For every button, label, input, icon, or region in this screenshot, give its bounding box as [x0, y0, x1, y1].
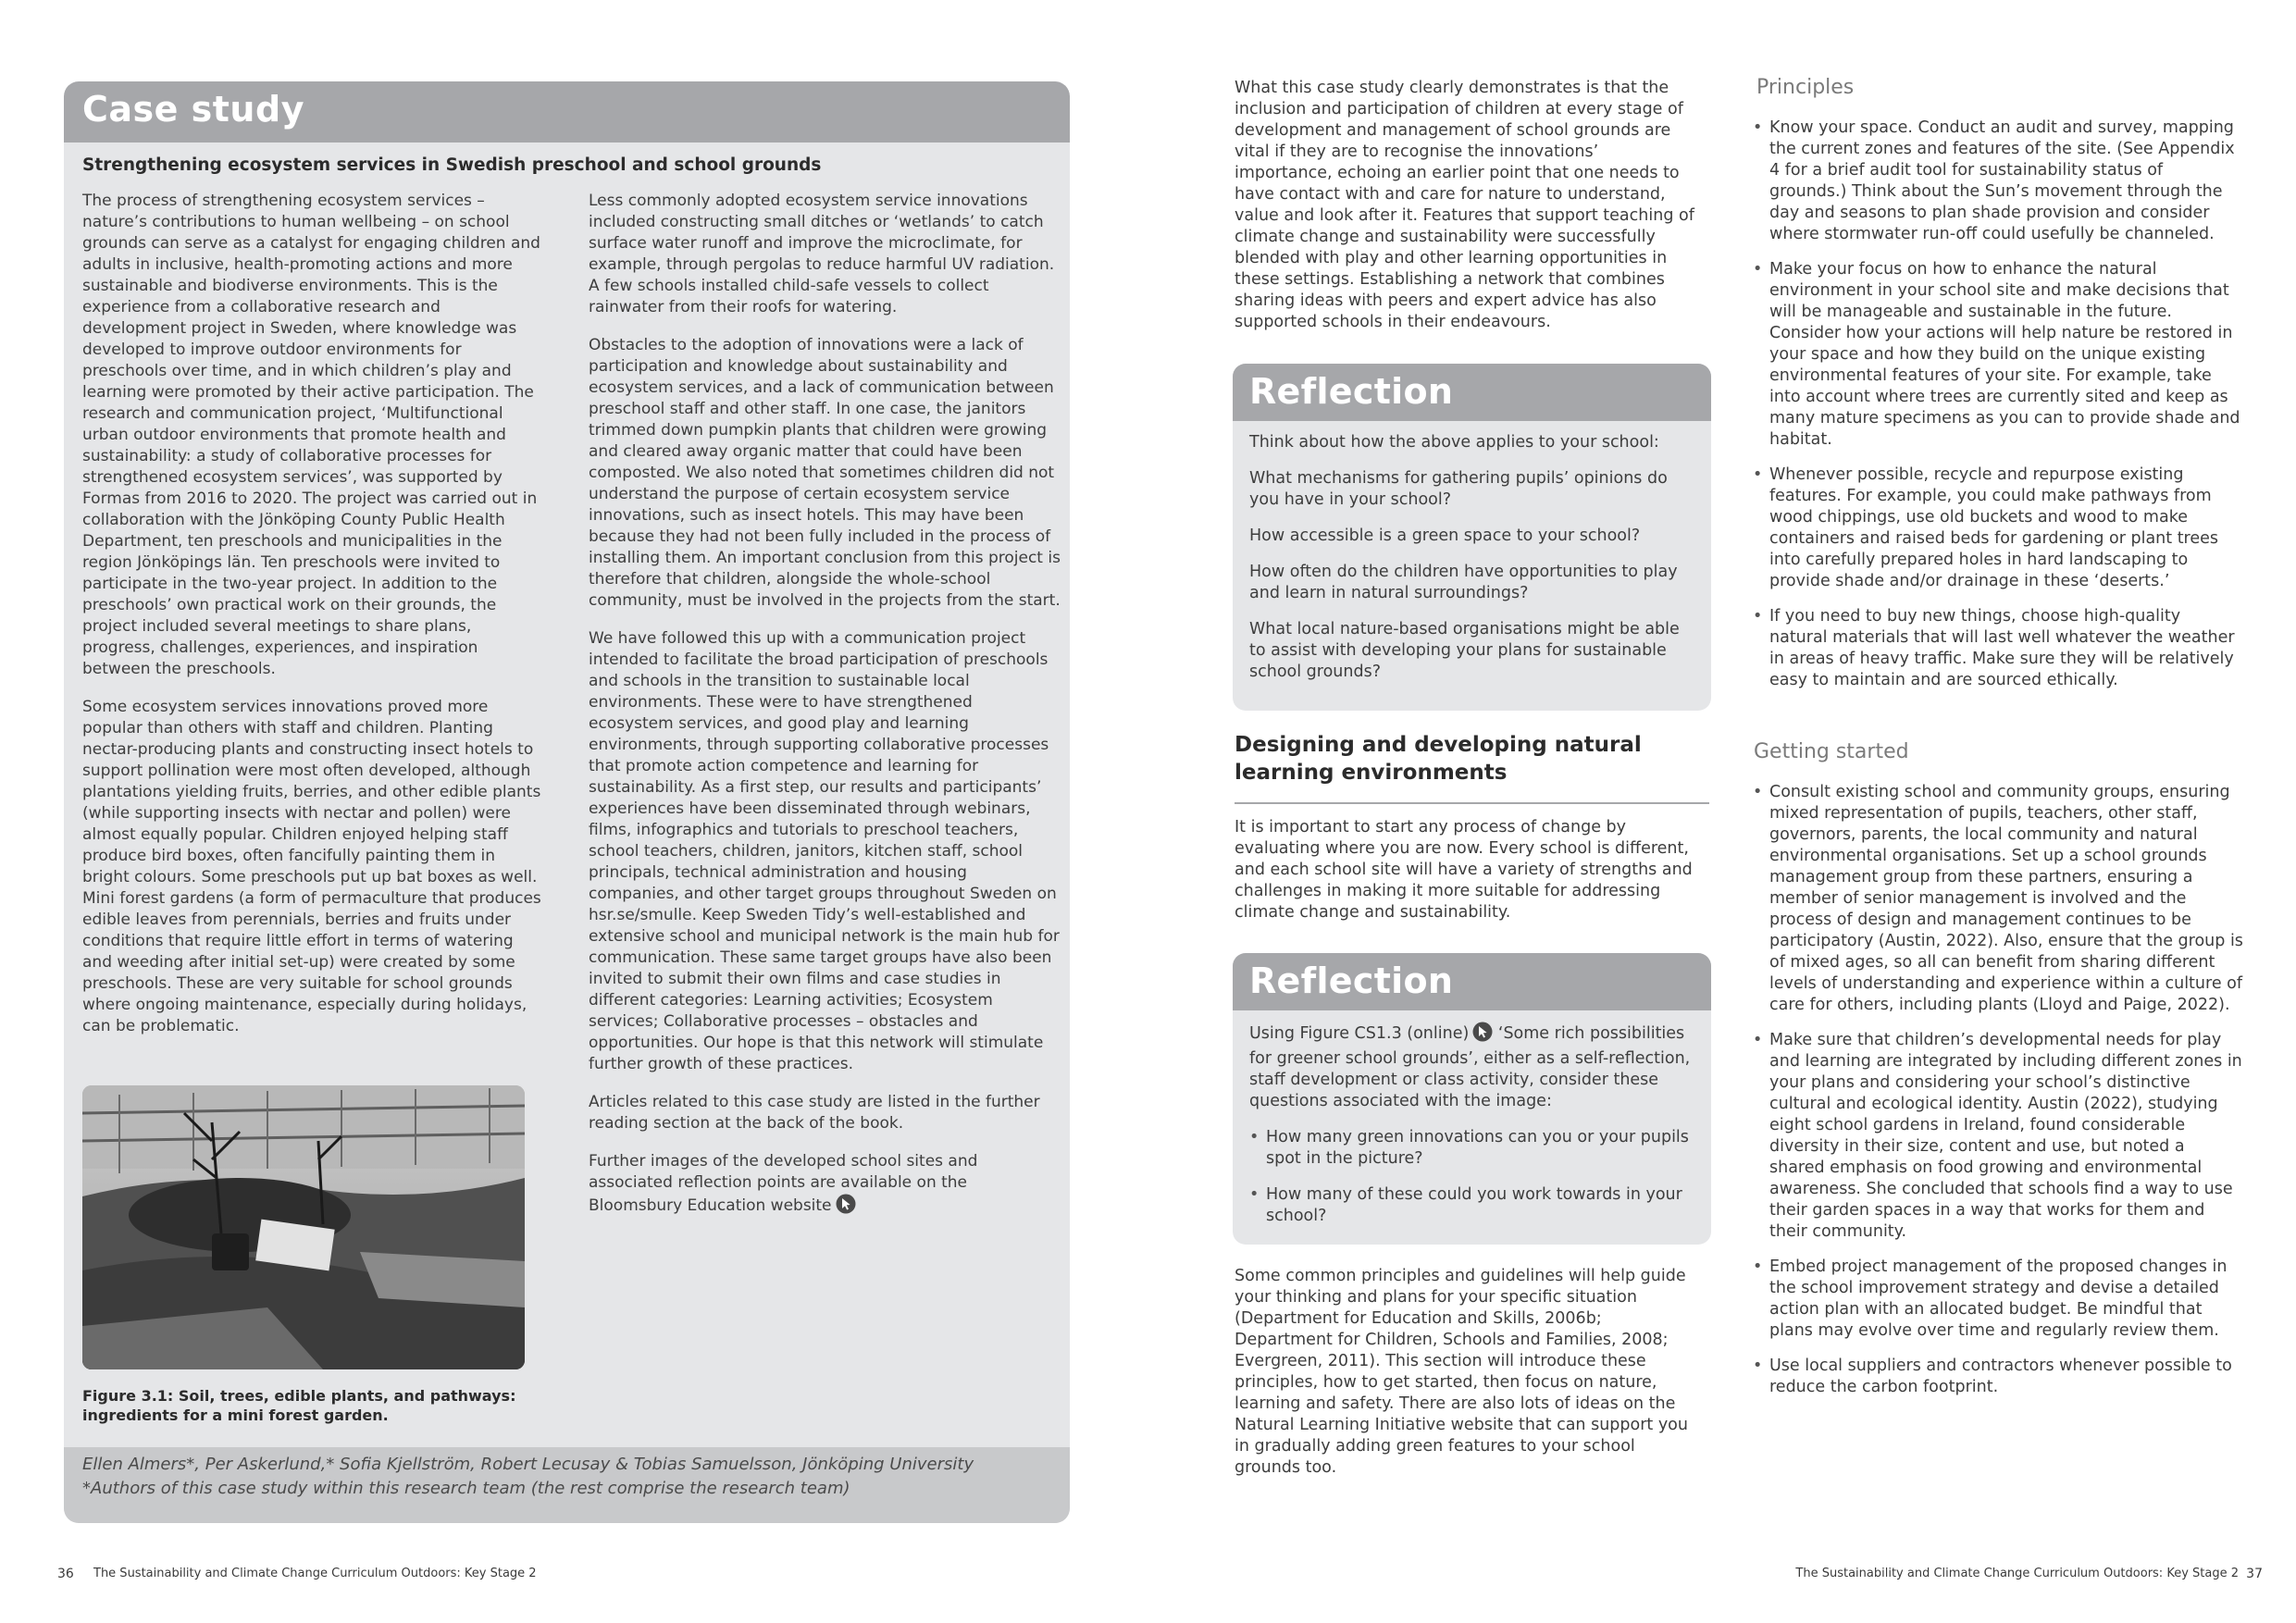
case-paragraph-with-link [589, 1151, 1061, 1220]
section-heading-designing: Designing and developing natural learning environments [1235, 733, 1642, 785]
reflection-question: Think about how the above applies to your school: [1249, 433, 1659, 452]
reflection-box-1 [1233, 364, 1711, 711]
reflection-question: What mechanisms for gathering pupils’ opinions do you have in your school? [1249, 469, 1668, 509]
page-number-left: 36 [57, 1567, 74, 1581]
reflection-box-2 [1233, 953, 1711, 1245]
principles-heading: Principles [1756, 76, 1855, 99]
case-paragraph: Obstacles to the adoption of innovations were a lack of participation and knowledge about sustainability and ecosystem services, and a lack of communication between preschool staff and other staff. In one case, the janitors trimmed down pumpkin plants that children were growing and cleared away organic matter that could have been composted. We also noted that sometimes children did not understand the purpose of certain ecosystem service innovations, such as insect hotels. This may have been because they had not been fully included in the process of installing them. An important conclusion from this project is therefore that children, alongside the whole-school community, must be involved in the projects from the start. [589, 336, 1061, 610]
case-study-subtitle: Strengthening ecosystem services in Swedish preschool and school grounds [82, 155, 822, 175]
reflection-body [1233, 421, 1711, 709]
reflection-question: How accessible is a green space to your school? [1249, 527, 1641, 545]
cursor-arrow-icon[interactable] [836, 1194, 856, 1220]
reflection-body [1233, 1010, 1711, 1245]
case-paragraph: Articles related to this case study are listed in the further reading section at the back of the book. [589, 1093, 1040, 1133]
authors-line: Ellen Almers*, Per Askerlund,* Sofia Kjellström, Robert Lecusay & Tobias Samuelsson, Jönköping University [82, 1455, 974, 1474]
reflection-heading: Reflection [1249, 960, 1454, 1001]
case-paragraph: The process of strengthening ecosystem services – nature’s contributions to human wellbeing – on school grounds can serve as a catalyst for engaging children and adults in inclusive, health-promoting actions and more sustainable and biodiverse environments. This is the experience from a collaborative research and development project in Sweden, where knowledge was developed to improve outdoor environments for preschools over time, and in which children’s play and learning were promoted by their active participation. The research and communication project, ‘Multifunctional urban outdoor environments that promote health and sustainability: a study of collaborative processes for strengthened ecosystem services’, was supported by Formas from 2016 to 2020. The project was carried out in collaboration with the Jönköping County Public Health Department, ten preschools and municipalities in the region Jönköpings län. Ten preschools were invited to participate in the two-year project. In addition to the preschools’ own practical work on their grounds, the project included several meetings to share plans, progress, challenges, experiences, and inspiration between the preschools. [82, 192, 540, 678]
running-title-left: The Sustainability and Climate Change Curriculum Outdoors: Key Stage 2 [93, 1567, 537, 1580]
figure-reference-text: Using Figure CS1.3 (online) [1249, 1024, 1470, 1043]
reflection-header [1233, 953, 1711, 1010]
list-item: • Make sure that children’s developmental needs for play and learning are integrated by including different zones in your plans and considering your school’s distinctive cultural and ecological identity. Austin (2022), studying eight school gardens in Ireland, found considerable diversity in their size, content and use, but noted a shared emphasis on food growing and environmental awareness. She concluded that schools find a way to use their garden spaces in a way that works for them and their community. [1753, 1030, 2243, 1243]
case-study-heading: Case study [82, 89, 304, 130]
reflection-heading: Reflection [1249, 371, 1454, 412]
intro-paragraph: What this case study clearly demonstrates is that the inclusion and participation of children at every stage of development and management of school grounds are vital if they are to recognise the innovations’ importance, echoing an earlier point that one needs to have contact with and care for nature to understand, value and look after it. Features that support teaching of climate change and sustainability were successfully blended with play and other learning opportunities in these settings. Establishing a network that combines sharing ideas with peers and expert advice has also supported schools in their endeavours. [1235, 79, 1694, 331]
reflection-question: What local nature-based organisations might be able to assist with developing your plans for sustainable school grounds? [1249, 620, 1680, 681]
reflection-intro [1249, 1022, 1694, 1112]
figure-caption: Figure 3.1: Soil, trees, edible plants, and pathways: ingredients for a mini forest garden. [82, 1387, 516, 1424]
principles-intro-paragraph: Some common principles and guidelines will help guide your thinking and plans for your specific situation (Department for Education and Skills, 2006b; Department for Children, Schools and Families, 2008; Evergreen, 2011). This section will introduce these principles, how to get started, then focus on nature, learning and safety. There are also lots of ideas on the Natural Learning Initiative website that can support you in gradually adding green features to your school grounds too. [1235, 1267, 1688, 1477]
list-item: • If you need to buy new things, choose high-quality natural materials that will last well whatever the weather in areas of heavy traffic. Make sure they will be relatively easy to maintain and are sourced ethically. [1753, 606, 2243, 691]
mini-forest-garden-photo [82, 1085, 525, 1369]
right-page [1148, 0, 2296, 1623]
list-item: • How many of these could you work towards in your school? [1249, 1184, 1694, 1227]
authors-note: *Authors of this case study within this research team (the rest comprise the research team) [82, 1479, 850, 1498]
list-item: • Use local suppliers and contractors whenever possible to reduce the carbon footprint. [1753, 1356, 2243, 1398]
running-title-right: The Sustainability and Climate Change Curriculum Outdoors: Key Stage 2 [1795, 1567, 2239, 1580]
designing-paragraph: It is important to start any process of change by evaluating where you are now. Every school is different, and each school site will have a variety of strengths and challenges in making it more suitable for addressing climate change and sustainability. [1235, 818, 1693, 922]
case-paragraph: We have followed this up with a communication project intended to facilitate the broad participation of preschools and schools in the transition to sustainable local environments. These were to have strengthened ecosystem services, and good play and learning environments, through supporting collaborative processes that promote action competence and learning for sustainability. As a first step, our results and participants’ experiences have been disseminated through webinars, films, infographics and tutorials to preschool teachers, school teachers, children, janitors, kitchen staff, school principals, technical administration and housing companies, and other target groups throughout Sweden on hsr.se/smulle. Keep Sweden Tidy’s well-established and extensive school and municipal network is the main hub for communication. These same target groups have also been invited to submit their own films and case studies in different categories: Learning activities; Ecosystem services; Collaborative processes – obstacles and opportunities. Our hope is that this network will stimulate further growth of these practices. [589, 629, 1060, 1073]
case-study-column-2 [589, 191, 1061, 1237]
list-item: • Consult existing school and community groups, ensuring mixed representation of pupils, teachers, other staff, governors, parents, the local community and natural environmental organisations. Set up a school grounds management group from these partners, ensuring a member of senior management is involved and the process of design and management continues to be participatory (Austin, 2022). Also, ensure that the group is of mixed ages, so all can benefit from sharing different levels of understanding and experience within a culture of care for others, including plants (Lloyd and Paige, 2022). [1753, 782, 2243, 1016]
list-item: • Know your space. Conduct an audit and survey, mapping the current zones and features of the site. (See Appendix 4 for a brief audit tool for sustainability status of grounds.) Think about the Sun’s movement through the day and seasons to plan shade provision and consider where stormwater run-off could usefully be channeled. [1753, 118, 2243, 245]
list-item: • How many green innovations can you or your pupils spot in the picture? [1249, 1127, 1694, 1170]
case-paragraph: Less commonly adopted ecosystem service innovations included constructing small ditches or ‘wetlands’ to catch surface water runoff and improve the microclimate, for example, through pergolas to reduce harmful UV radiation. A few schools installed child-safe vessels to collect rainwater from their roofs for watering. [589, 192, 1055, 316]
case-study-authors [64, 1447, 1070, 1523]
section-divider [1235, 802, 1709, 804]
case-study-column-1 [82, 191, 545, 1054]
getting-started-list [1753, 782, 2243, 1412]
case-paragraph: Some ecosystem services innovations proved more popular than others with staff and children. Planting nectar-producing plants and constructing insect hotels to support pollination were most often developed, although plantations yielding fruits, berries, and other edible plants (while supporting insects with nectar and pollen) were almost equally popular. Children enjoyed helping staff produce bird boxes, often fancifully painting them in bright colours. Some preschools put up bat boxes as well. Mini forest gardens (a form of permaculture that produces edible leaves from perennials, berries and fruits under conditions that require little effort in terms of watering and weeding after initial set-up) were created by some preschools. These are very suitable for school grounds where ongoing maintenance, especially during holidays, can be problematic. [82, 698, 541, 1035]
list-item: • Whenever possible, recycle and repurpose existing features. For example, you could make pathways from wood chippings, use old buckets and wood to make containers and raised beds for gardening or plant trees into carefully prepared holes in hard landscaping to provide shade and/or drainage in these ‘deserts.’ [1753, 465, 2243, 592]
case-study-panel [64, 81, 1070, 1523]
reflection-intro-text: ‘Some rich possibilities for greener school grounds’, either as a self-reflection, staff development or class activity, consider these questions associated with the image: [1249, 1024, 1691, 1110]
page-number-right: 37 [2246, 1567, 2263, 1581]
cursor-arrow-icon[interactable] [1472, 1022, 1493, 1048]
reflection-header [1233, 364, 1711, 421]
reflection-bullets [1249, 1127, 1694, 1227]
case-study-header [64, 81, 1070, 142]
principles-list [1753, 118, 2243, 705]
list-item: • Embed project management of the proposed changes in the school improvement strategy and devise a detailed action plan with an allocated budget. Be mindful that plans may evolve over time and regularly review them. [1753, 1257, 2243, 1342]
getting-started-heading: Getting started [1754, 740, 1909, 763]
website-link-text: Further images of the developed school sites and associated reflection points are available on the Bloomsbury Education website [589, 1152, 978, 1215]
list-item: • Make your focus on how to enhance the natural environment in your school site and make decisions that will be manageable and sustainable in the future. Consider how your actions will help nature be restored in your space and how they build on the unique existing environmental features of your site. For example, take into account where trees are currently sited and keep as many mature specimens as you can to provide shade and habitat. [1753, 259, 2243, 451]
reflection-question: How often do the children have opportunities to play and learn in natural surroundings? [1249, 563, 1678, 602]
